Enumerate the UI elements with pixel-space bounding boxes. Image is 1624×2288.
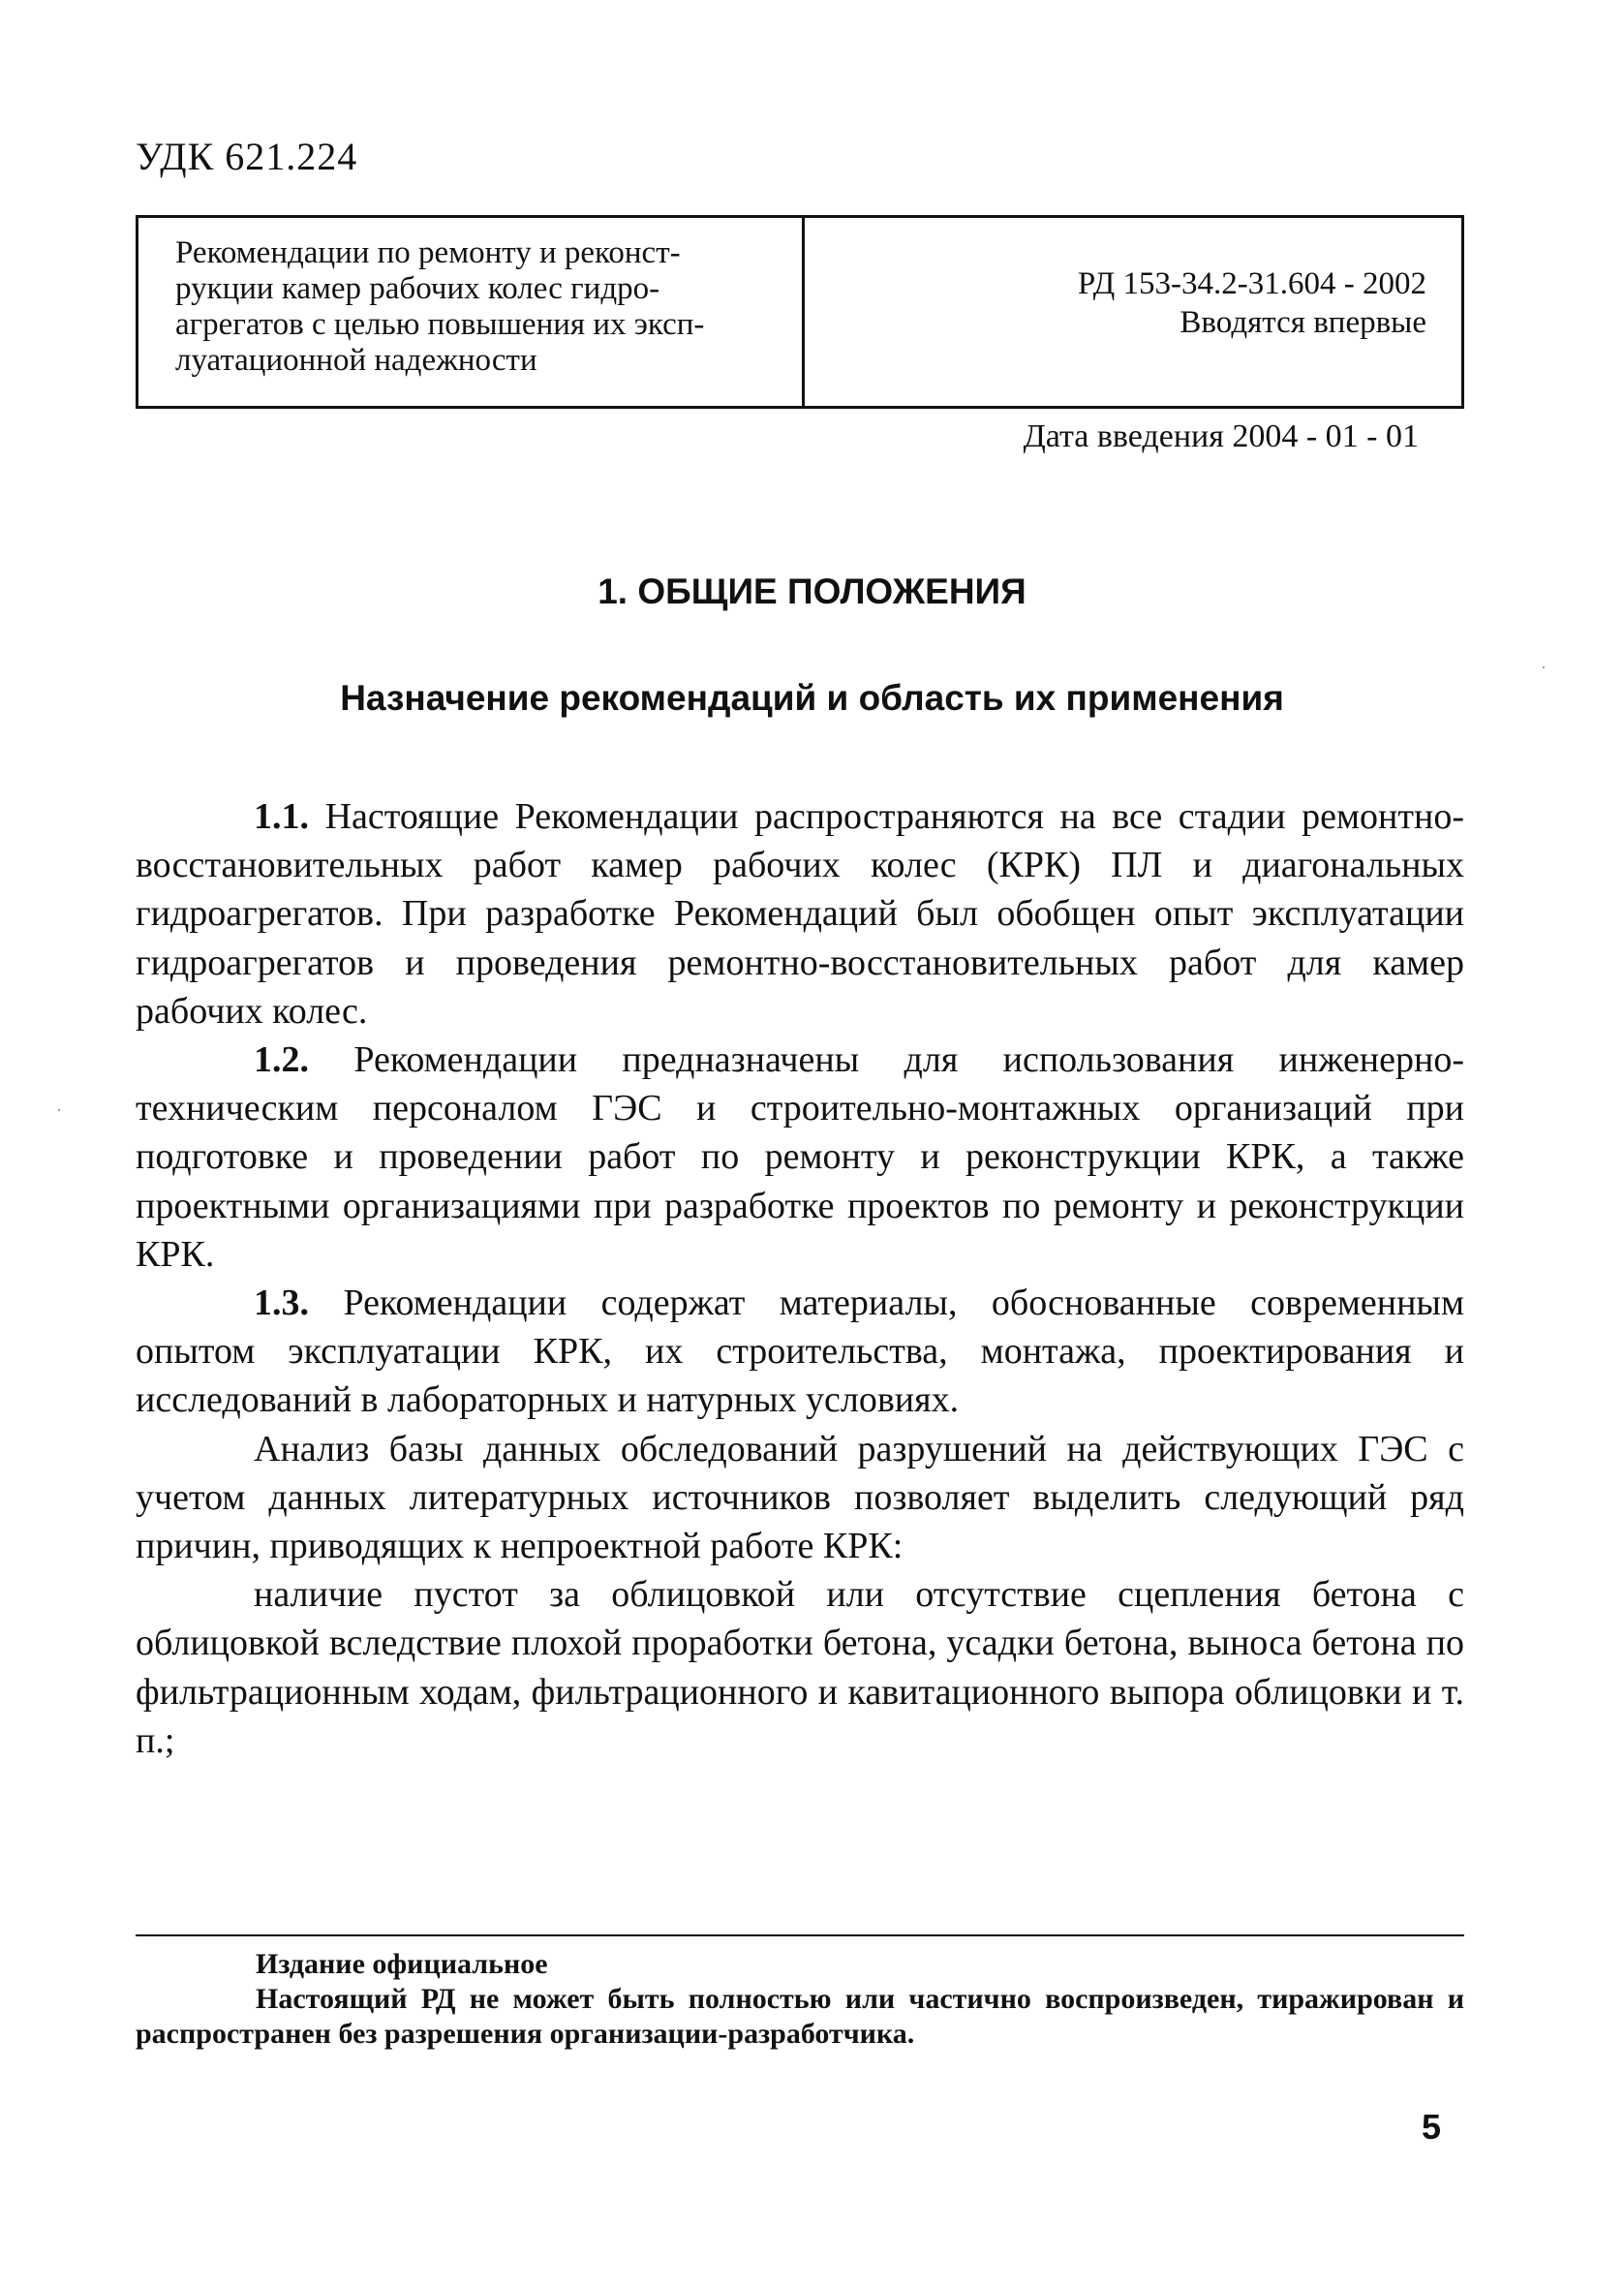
document-title: Рекомендации по ремонту и реконст- рукции камер рабочих колес гидро- агрегатов с целью повышения их эксп- луатационной надежности bbox=[138, 218, 805, 406]
paragraph-number: 1.3. bbox=[254, 1283, 309, 1324]
scan-speck bbox=[1543, 666, 1545, 668]
document-status: Вводятся впервые bbox=[1180, 305, 1426, 340]
paragraph-text: наличие пустот за облицовкой или отсутствие сцепления бетона с облицовкой вследствие плохой проработки бетона, усадки бетона, выноса бетона по фильтрационным ходам, фильтрационного и кавитационного выпора облицовки и т. п.; bbox=[136, 1574, 1464, 1761]
footnote-divider bbox=[136, 1934, 1464, 1936]
footnote bbox=[136, 1947, 1464, 2052]
paragraph-1-1 bbox=[136, 792, 1464, 1036]
udk-code: УДК 621.224 bbox=[136, 135, 358, 178]
scan-speck bbox=[58, 1109, 60, 1111]
footnote-text: Настоящий РД не может быть полностью или частично воспроизведен, тиражирован и распространен без разрешения организации-разработчика. bbox=[136, 1983, 1464, 2050]
paragraph-text: Анализ базы данных обследований разрушений на действующих ГЭС с учетом данных литературных источников позволяет выделить следующий ряд причин, приводящих к непроектной работе КРК: bbox=[136, 1428, 1464, 1567]
document-code-cell bbox=[805, 218, 1461, 406]
paragraph-text: Рекомендации содержат материалы, обоснованные современным опытом эксплуатации КРК, их строительства, монтажа, проектирования и исследований в лабораторных и натурных условиях. bbox=[136, 1283, 1465, 1421]
footnote-title: Издание официальное bbox=[256, 1948, 548, 1980]
page-number: 5 bbox=[1422, 2107, 1442, 2147]
subsection-heading: Назначение рекомендаций и область их применения bbox=[340, 678, 1284, 718]
paragraph-number: 1.2. bbox=[254, 1039, 309, 1081]
paragraph-text: Настоящие Рекомендации распространяются на все стадии ремонтно-восстановительных работ камер рабочих колес (КРК) ПЛ и диагональных гидроагрегатов. При разработке Рекомендаций был обобщен опыт эксплуатации гидроагрегатов и проведения ремонтно-восстановительных работ для камер рабочих колес. bbox=[136, 796, 1464, 1032]
paragraph-1-3 bbox=[136, 1279, 1464, 1425]
introduction-date: Дата введения 2004 - 01 - 01 bbox=[1023, 418, 1419, 454]
section-heading: 1. ОБЩИЕ ПОЛОЖЕНИЯ bbox=[598, 572, 1026, 611]
paragraph-cause-voids bbox=[136, 1570, 1464, 1765]
document-header-table bbox=[136, 215, 1464, 409]
paragraph-1-2 bbox=[136, 1036, 1464, 1279]
paragraph-analysis bbox=[136, 1425, 1464, 1571]
document-code: РД 153-34.2-31.604 - 2002 bbox=[1077, 266, 1426, 301]
paragraph-text: Рекомендации предназначены для использования инженерно-техническим персоналом ГЭС и строительно-монтажных организаций при подготовке и проведении работ по ремонту и реконструкции КРК, а также проектными организациями при разработке проектов по ремонту и реконструкции КРК. bbox=[136, 1039, 1465, 1275]
paragraph-number: 1.1. bbox=[254, 796, 309, 837]
body-text bbox=[136, 792, 1464, 1765]
